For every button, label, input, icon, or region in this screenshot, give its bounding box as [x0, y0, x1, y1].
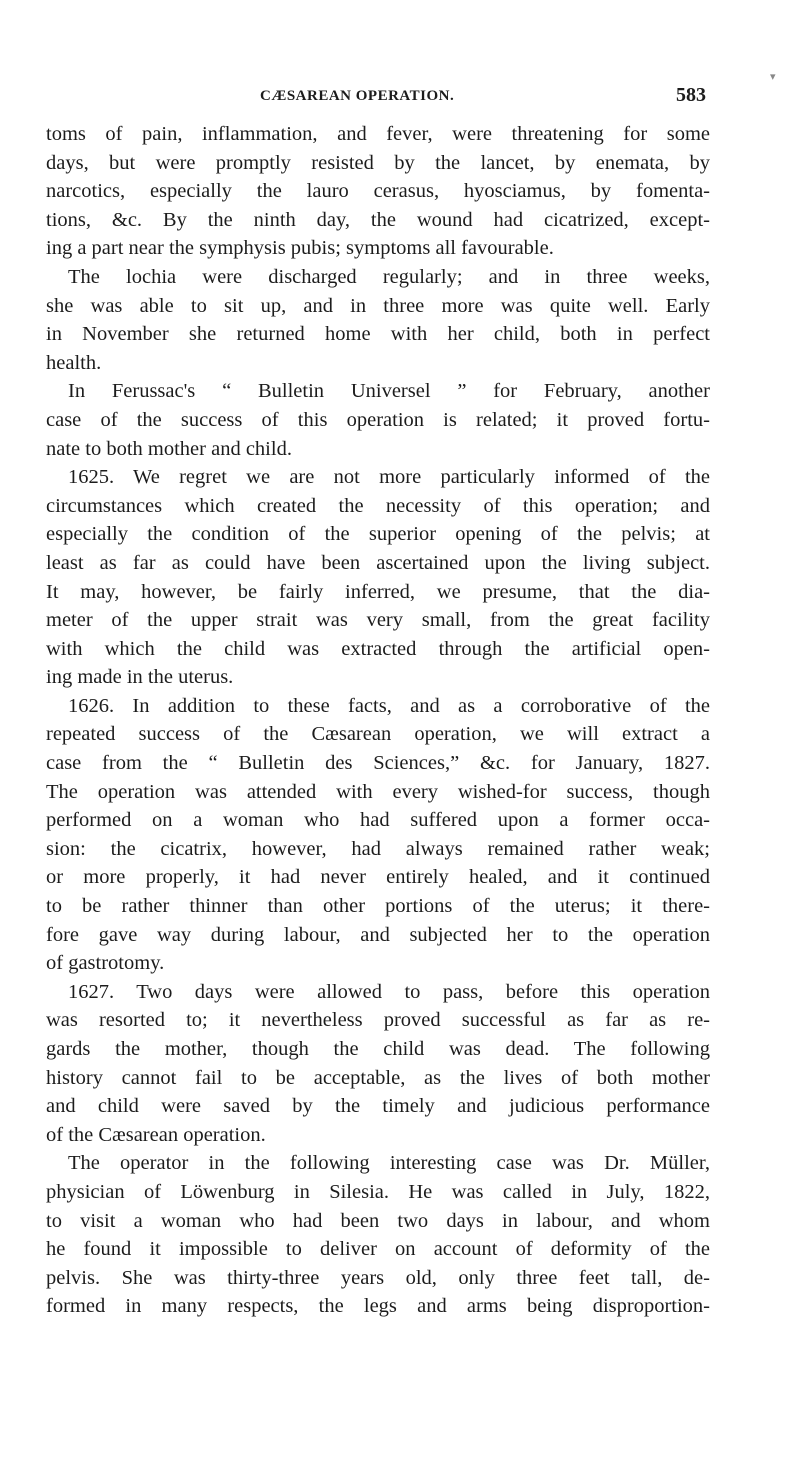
text-line: tions, &c. By the ninth day, the wound had cicatrized, except- [46, 208, 710, 231]
text-line: ing a part near the symphysis pubis; symptoms all favourable. [46, 237, 554, 260]
text-line: he found it impossible to deliver on account of deformity of the [46, 1238, 710, 1261]
text-line: The operator in the following interesting case was Dr. Müller, [68, 1152, 710, 1175]
text-line: history cannot fail to be acceptable, as the lives of both mother [46, 1066, 710, 1089]
text-line: 1627. Two days were allowed to pass, before this operation [68, 980, 710, 1003]
text-line: was resorted to; it nevertheless proved successful as far as re- [46, 1009, 710, 1032]
text-line: health. [46, 351, 102, 374]
text-line: physician of Löwenburg in Silesia. He was called in July, 1822, [46, 1180, 710, 1203]
text-line: to be rather thinner than other portions of the uterus; it there- [46, 895, 710, 918]
text-line: of gastrotomy. [46, 952, 165, 975]
text-line: to visit a woman who had been two days in labour, and whom [46, 1209, 710, 1232]
text-line: especially the condition of the superior opening of the pelvis; at [46, 523, 710, 546]
text-line: It may, however, be fairly inferred, we presume, that the dia- [46, 580, 710, 603]
book-page [46, 84, 710, 1321]
text-line: The lochia were discharged regularly; and in three weeks, [68, 265, 710, 288]
margin-mark: ▾ [770, 71, 776, 83]
text-line: 1625. We regret we are not more particularly informed of the [68, 466, 710, 489]
text-line: In Ferussac's “ Bulletin Universel ” for February, another [68, 380, 710, 403]
text-line: case from the “ Bulletin des Sciences,” &c. for January, 1827. [46, 752, 710, 775]
text-line: narcotics, especially the lauro cerasus, hyosciamus, by fomenta- [46, 180, 710, 203]
text-line: she was able to sit up, and in three more was quite well. Early [46, 294, 710, 317]
text-line: and child were saved by the timely and judicious performance [46, 1095, 710, 1118]
text-line: of the Cæsarean operation. [46, 1123, 266, 1146]
text-line: The operation was attended with every wished-for success, though [46, 780, 710, 803]
text-line: toms of pain, inflammation, and fever, were threatening for some [46, 123, 710, 145]
text-line: circumstances which created the necessity of this operation; and [46, 494, 710, 517]
body-text [46, 120, 710, 1321]
text-line: in November she returned home with her child, both in perfect [46, 323, 710, 346]
page-number: 583 [676, 84, 706, 106]
text-line: or more properly, it had never entirely healed, and it continued [46, 866, 710, 889]
text-line: least as far as could have been ascertained upon the living subject. [46, 551, 710, 574]
text-line: fore gave way during labour, and subjected her to the operation [46, 923, 710, 946]
text-line: gards the mother, though the child was dead. The following [46, 1038, 710, 1060]
text-line: performed on a woman who had suffered upon a former occa- [46, 809, 710, 832]
text-line: ing made in the uterus. [46, 666, 234, 689]
running-head [46, 84, 710, 110]
text-line: 1626. In addition to these facts, and as a corroborative of the [68, 694, 710, 717]
text-line: nate to both mother and child. [46, 437, 292, 460]
text-line: repeated success of the Cæsarean operation, we will extract a [46, 723, 710, 746]
text-line: days, but were promptly resisted by the lancet, by enemata, by [46, 151, 710, 174]
text-line: with which the child was extracted through the artificial open- [46, 637, 710, 660]
running-title: CÆSAREAN OPERATION. [260, 88, 455, 104]
text-line: pelvis. She was thirty-three years old, only three feet tall, de- [46, 1266, 710, 1289]
text-line: sion: the cicatrix, however, had always remained rather weak; [46, 837, 710, 860]
text-line: formed in many respects, the legs and arms being disproportion- [46, 1295, 710, 1318]
text-line: meter of the upper strait was very small, from the great facility [46, 609, 710, 632]
text-line: case of the success of this operation is related; it proved fortu- [46, 408, 710, 431]
